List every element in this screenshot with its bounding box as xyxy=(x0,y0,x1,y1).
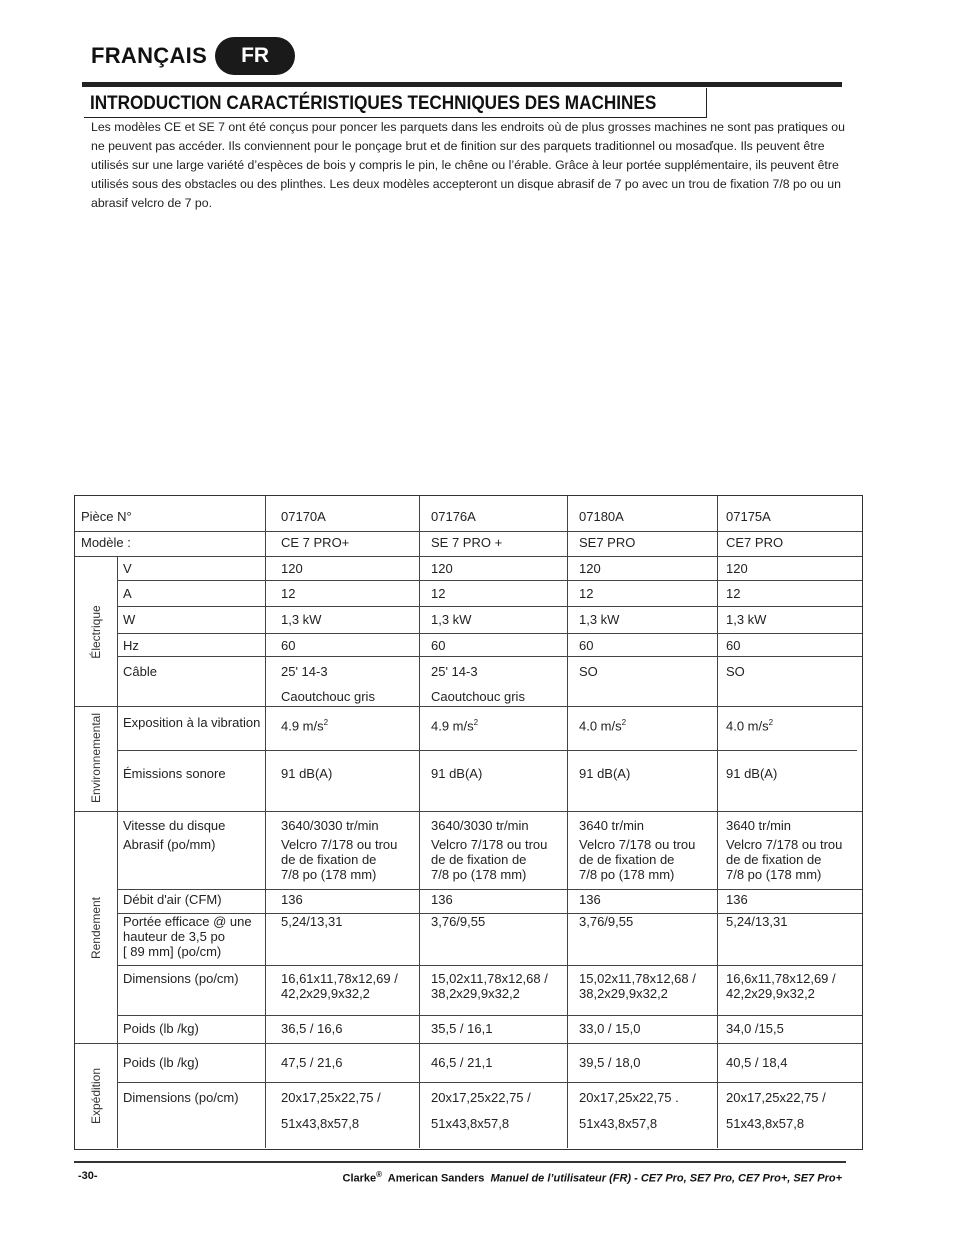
value-cell xyxy=(431,1090,531,1105)
row-divider xyxy=(75,1043,862,1044)
cell-text-line: 3640 tr/min xyxy=(579,818,645,833)
value-cell xyxy=(726,586,740,601)
cell-text-line: 1,3 kW xyxy=(726,612,767,627)
cell-text-line: 5,24/13,31 xyxy=(726,914,788,929)
cell-text-line: Dimensions (po/cm) xyxy=(123,1090,239,1105)
group-label-2: Rendement xyxy=(89,896,103,960)
value-cell xyxy=(431,689,525,704)
value-cell xyxy=(726,535,783,550)
language-label: FRANÇAIS xyxy=(91,43,208,68)
value-cell xyxy=(726,837,842,882)
cell-text-line: de de fixation de xyxy=(726,852,822,867)
cell-text-line: 07175A xyxy=(726,509,771,524)
value-cell xyxy=(579,509,624,524)
value-cell xyxy=(281,1090,381,1105)
value-cell xyxy=(431,561,453,576)
cell-text-line: Poids (lb /kg) xyxy=(123,1055,199,1070)
row-divider xyxy=(117,633,862,634)
value-cell xyxy=(431,892,453,907)
group-label-3: Expédition xyxy=(89,1067,103,1125)
cell-text-line: Vitesse du disque xyxy=(123,818,226,833)
cell-text-line: 36,5 / 16,6 xyxy=(281,1021,343,1036)
value-cell xyxy=(726,892,748,907)
value-cell xyxy=(579,638,593,653)
value-cell xyxy=(281,664,328,679)
cell-text-line: SE7 PRO xyxy=(579,535,636,550)
cell-text-line: Velcro 7/178 ou trou xyxy=(726,837,843,852)
cell-text-line: 60 xyxy=(281,638,296,653)
cell-text-line: de de fixation de xyxy=(579,852,675,867)
cell-text-line: 34,0 /15,5 xyxy=(726,1021,784,1036)
value-cell xyxy=(281,766,332,781)
value-cell xyxy=(281,638,295,653)
cell-text-line: Modèle : xyxy=(81,535,131,550)
cell-text-line: 60 xyxy=(579,638,594,653)
group-label-0: Électrique xyxy=(89,605,103,659)
cell-text-line: Poids (lb /kg) xyxy=(123,1021,199,1036)
row-label xyxy=(123,914,252,959)
unit-superscript: 2 xyxy=(621,718,627,727)
value-cell xyxy=(579,1116,657,1131)
cell-text-line: 91 dB(A) xyxy=(579,766,631,781)
value-cell xyxy=(579,1090,679,1105)
footer-manual-title xyxy=(343,1170,842,1185)
value-cell xyxy=(281,892,303,907)
value-cell xyxy=(579,1055,640,1070)
cell-text-line: 91 dB(A) xyxy=(281,766,333,781)
cell-text-line: hauteur de 3,5 po xyxy=(123,929,225,944)
cell-text-line: Velcro 7/178 ou trou xyxy=(431,837,548,852)
row-divider xyxy=(117,1015,862,1016)
cell-text-line: 12 xyxy=(431,586,446,601)
page-number: -30- xyxy=(78,1170,98,1182)
value-cell xyxy=(281,914,342,929)
value-cell xyxy=(281,586,295,601)
cell-text-line: 38,2x29,9x32,2 xyxy=(579,986,668,1001)
value-cell xyxy=(579,715,626,733)
cell-text-line: 120 xyxy=(726,561,748,576)
cell-text-line: 4.0 m/s xyxy=(726,718,769,734)
cell-text-line: 1,3 kW xyxy=(579,612,620,627)
row-label xyxy=(123,1021,199,1036)
unit-superscript: 2 xyxy=(473,718,479,727)
row-label xyxy=(123,664,157,679)
row-label xyxy=(81,509,132,524)
row-label xyxy=(123,612,135,627)
cell-text-line: W xyxy=(123,612,136,627)
cell-text-line: 3640/3030 tr/min xyxy=(281,818,379,833)
cell-text-line: A xyxy=(123,586,132,601)
cell-text-line: SO xyxy=(579,664,598,679)
value-cell xyxy=(726,1090,826,1105)
value-cell xyxy=(431,1055,492,1070)
value-cell xyxy=(726,818,791,833)
value-cell xyxy=(579,586,593,601)
value-cell xyxy=(579,1021,640,1036)
value-cell xyxy=(431,638,445,653)
cell-text-line: Caoutchouc gris xyxy=(281,689,375,704)
cell-text-line: 120 xyxy=(281,561,303,576)
language-header xyxy=(91,36,295,76)
value-cell xyxy=(579,892,601,907)
row-label xyxy=(123,818,225,833)
column-divider xyxy=(419,496,420,1148)
unit-superscript: 2 xyxy=(323,718,329,727)
spec-table xyxy=(74,495,863,1150)
value-cell xyxy=(431,1021,492,1036)
value-cell xyxy=(726,914,787,929)
row-label xyxy=(123,766,226,781)
value-cell xyxy=(579,766,630,781)
value-cell xyxy=(431,715,478,733)
value-cell xyxy=(431,914,485,929)
value-cell xyxy=(281,1116,359,1131)
value-cell xyxy=(281,612,321,627)
row-divider xyxy=(75,531,862,532)
row-divider xyxy=(117,889,862,890)
cell-text-line: 25' 14-3 xyxy=(281,664,328,679)
value-cell xyxy=(579,664,598,679)
value-cell xyxy=(431,586,445,601)
value-cell xyxy=(281,509,326,524)
row-label xyxy=(123,892,222,907)
cell-text-line: 4.9 m/s xyxy=(281,718,324,734)
cell-text-line: 20x17,25x22,75 / xyxy=(726,1090,826,1105)
cell-text-line: de de fixation de xyxy=(281,852,377,867)
value-cell xyxy=(726,715,773,733)
value-cell xyxy=(726,638,740,653)
cell-text-line: 120 xyxy=(579,561,601,576)
footer-reg: ® xyxy=(376,1170,383,1179)
row-label xyxy=(123,971,239,986)
value-cell xyxy=(726,1021,784,1036)
row-label xyxy=(123,586,132,601)
cell-text-line: 3640/3030 tr/min xyxy=(431,818,529,833)
value-cell xyxy=(726,612,766,627)
cell-text-line: 5,24/13,31 xyxy=(281,914,343,929)
cell-text-line: 38,2x29,9x32,2 xyxy=(431,986,520,1001)
row-divider xyxy=(117,750,857,751)
cell-text-line: 4.9 m/s xyxy=(431,718,474,734)
value-cell xyxy=(431,612,471,627)
value-cell xyxy=(726,1116,804,1131)
intro-paragraph: Les modèles CE et SE 7 ont été conçus pour poncer les parquets dans les endroits où de plus grosses machines ne sont pas pratiques ou ne peuvent pas accéder. Ils conviennent pour le ponçage brut et de finition sur des parquets traditionnel ou mosaďque. Ils peuvent être utilisés sur une large variété d’espèces de bois y compris le pin, le chêne ou l’érable. Grâce à leur portée supplémentaire, ils peuvent être utilisés sous des obstacles ou des plinthes. Les deux modèles accepteront un disque abrasif de 7 po avec un trou de fixation 7/8 po ou un abrasif velcro de 7 po. xyxy=(91,120,845,210)
value-cell xyxy=(579,535,635,550)
value-cell xyxy=(726,1055,787,1070)
cell-text-line: 7/8 po (178 mm) xyxy=(281,867,377,882)
cell-text-line: 47,5 / 21,6 xyxy=(281,1055,343,1070)
footer-manual: Manuel de l’utilisateur (FR) - CE7 Pro, SE7 Pro, CE7 Pro+, SE7 Pro+ xyxy=(490,1172,842,1185)
cell-text-line: 51x43,8x57,8 xyxy=(431,1116,510,1131)
row-label xyxy=(123,561,132,576)
cell-text-line: 1,3 kW xyxy=(431,612,472,627)
row-label xyxy=(123,1090,239,1105)
cell-text-line: CE7 PRO xyxy=(726,535,784,550)
row-label xyxy=(123,715,260,730)
cell-text-line: 42,2x29,9x32,2 xyxy=(281,986,370,1001)
cell-text-line: 7/8 po (178 mm) xyxy=(579,867,675,882)
cell-text-line: Débit d'air (CFM) xyxy=(123,892,222,907)
cell-text-line: 15,02x11,78x12,68 / xyxy=(579,971,696,986)
cell-text-line: 07170A xyxy=(281,509,326,524)
cell-text-line: 40,5 / 18,4 xyxy=(726,1055,788,1070)
footer-brand: Clarke xyxy=(342,1172,377,1185)
column-divider xyxy=(567,496,568,1148)
cell-text-line: 12 xyxy=(579,586,594,601)
cell-text-line: 35,5 / 16,1 xyxy=(431,1021,493,1036)
cell-text-line: 39,5 / 18,0 xyxy=(579,1055,641,1070)
cell-text-line: SO xyxy=(726,664,745,679)
value-cell xyxy=(431,837,547,882)
cell-text-line: Câble xyxy=(123,664,157,679)
value-cell xyxy=(726,509,771,524)
row-label xyxy=(123,1055,199,1070)
cell-text-line: 20x17,25x22,75 / xyxy=(281,1090,381,1105)
cell-text-line: Portée efficace @ une xyxy=(123,914,252,929)
row-divider xyxy=(75,811,862,812)
section-title: INTRODUCTION CARACTÉRISTIQUES TECHNIQUES DES MACHINES xyxy=(90,92,657,114)
group-label-1: Environnemental xyxy=(89,712,103,804)
cell-text-line: 15,02x11,78x12,68 / xyxy=(431,971,548,986)
cell-text-line: 136 xyxy=(579,892,601,907)
value-cell xyxy=(726,561,748,576)
cell-text-line: 3,76/9,55 xyxy=(431,914,486,929)
value-cell xyxy=(281,535,349,550)
cell-text-line: 33,0 / 15,0 xyxy=(579,1021,641,1036)
footer-company: American Sanders xyxy=(387,1172,485,1185)
cell-text-line: Caoutchouc gris xyxy=(431,689,525,704)
value-cell xyxy=(431,535,502,550)
row-divider xyxy=(117,580,862,581)
cell-text-line: 7/8 po (178 mm) xyxy=(431,867,527,882)
cell-text-line: CE 7 PRO+ xyxy=(281,535,350,550)
value-cell xyxy=(281,715,328,733)
value-cell xyxy=(431,664,478,679)
cell-text-line: 136 xyxy=(726,892,748,907)
footer-rule xyxy=(74,1161,846,1163)
value-cell xyxy=(431,971,548,1001)
value-cell xyxy=(281,561,303,576)
cell-text-line: de de fixation de xyxy=(431,852,527,867)
cell-text-line: 3640 tr/min xyxy=(726,818,792,833)
column-divider xyxy=(717,496,718,1148)
value-cell xyxy=(281,689,375,704)
value-cell xyxy=(281,1055,342,1070)
cell-text-line: 3,76/9,55 xyxy=(579,914,634,929)
cell-text-line: [ 89 mm] (po/cm) xyxy=(123,944,222,959)
cell-text-line: V xyxy=(123,561,132,576)
row-divider xyxy=(117,1082,862,1083)
value-cell xyxy=(726,971,836,1001)
cell-text-line: SE 7 PRO + xyxy=(431,535,503,550)
value-cell xyxy=(431,509,476,524)
row-divider xyxy=(117,606,862,607)
cell-text-line: 60 xyxy=(431,638,446,653)
cell-text-line: Dimensions (po/cm) xyxy=(123,971,239,986)
cell-text-line: 25' 14-3 xyxy=(431,664,478,679)
column-divider xyxy=(265,496,266,1148)
value-cell xyxy=(579,971,696,1001)
cell-text-line: 16,6x11,78x12,69 / xyxy=(726,971,836,986)
value-cell xyxy=(431,818,529,833)
value-cell xyxy=(726,664,745,679)
cell-text-line: 51x43,8x57,8 xyxy=(579,1116,658,1131)
cell-text-line: 4.0 m/s xyxy=(579,718,622,734)
cell-text-line: 16,61x11,78x12,69 / xyxy=(281,971,398,986)
cell-text-line: 60 xyxy=(726,638,741,653)
cell-text-line: 07180A xyxy=(579,509,624,524)
cell-text-line: 46,5 / 21,1 xyxy=(431,1055,493,1070)
row-divider xyxy=(117,965,862,966)
header-rule xyxy=(82,82,842,87)
value-cell xyxy=(726,766,777,781)
cell-text-line: 20x17,25x22,75 / xyxy=(431,1090,531,1105)
row-label xyxy=(81,535,131,550)
group-divider xyxy=(117,557,118,1148)
value-cell xyxy=(579,837,695,882)
cell-text-line: 12 xyxy=(281,586,296,601)
cell-text-line: 51x43,8x57,8 xyxy=(726,1116,805,1131)
cell-text-line: Exposition à la vibration xyxy=(123,715,261,730)
value-cell xyxy=(281,818,379,833)
unit-superscript: 2 xyxy=(768,718,774,727)
cell-text-line: Velcro 7/178 ou trou xyxy=(281,837,398,852)
value-cell xyxy=(281,971,398,1001)
value-cell xyxy=(579,818,644,833)
cell-text-line: 91 dB(A) xyxy=(431,766,483,781)
cell-text-line: 07176A xyxy=(431,509,476,524)
row-divider xyxy=(117,656,862,657)
cell-text-line: Émissions sonore xyxy=(123,766,226,781)
row-label xyxy=(123,837,215,852)
cell-text-line: 51x43,8x57,8 xyxy=(281,1116,360,1131)
cell-text-line: 42,2x29,9x32,2 xyxy=(726,986,815,1001)
row-label xyxy=(123,638,139,653)
cell-text-line: 7/8 po (178 mm) xyxy=(726,867,822,882)
cell-text-line: Hz xyxy=(123,638,139,653)
value-cell xyxy=(579,914,633,929)
cell-text-line: 1,3 kW xyxy=(281,612,322,627)
cell-text-line: 136 xyxy=(431,892,453,907)
value-cell xyxy=(431,1116,509,1131)
language-badge: FR xyxy=(215,37,295,75)
cell-text-line: 20x17,25x22,75 . xyxy=(579,1090,679,1105)
cell-text-line: Pièce N° xyxy=(81,509,132,524)
cell-text-line: 12 xyxy=(726,586,741,601)
cell-text-line: Velcro 7/178 ou trou xyxy=(579,837,696,852)
cell-text-line: 120 xyxy=(431,561,453,576)
value-cell xyxy=(579,561,601,576)
cell-text-line: 136 xyxy=(281,892,303,907)
cell-text-line: Abrasif (po/mm) xyxy=(123,837,216,852)
cell-text-line: 91 dB(A) xyxy=(726,766,778,781)
value-cell xyxy=(281,1021,342,1036)
value-cell xyxy=(579,612,619,627)
row-divider xyxy=(75,556,862,557)
row-divider xyxy=(75,706,862,707)
value-cell xyxy=(281,837,397,882)
value-cell xyxy=(431,766,482,781)
